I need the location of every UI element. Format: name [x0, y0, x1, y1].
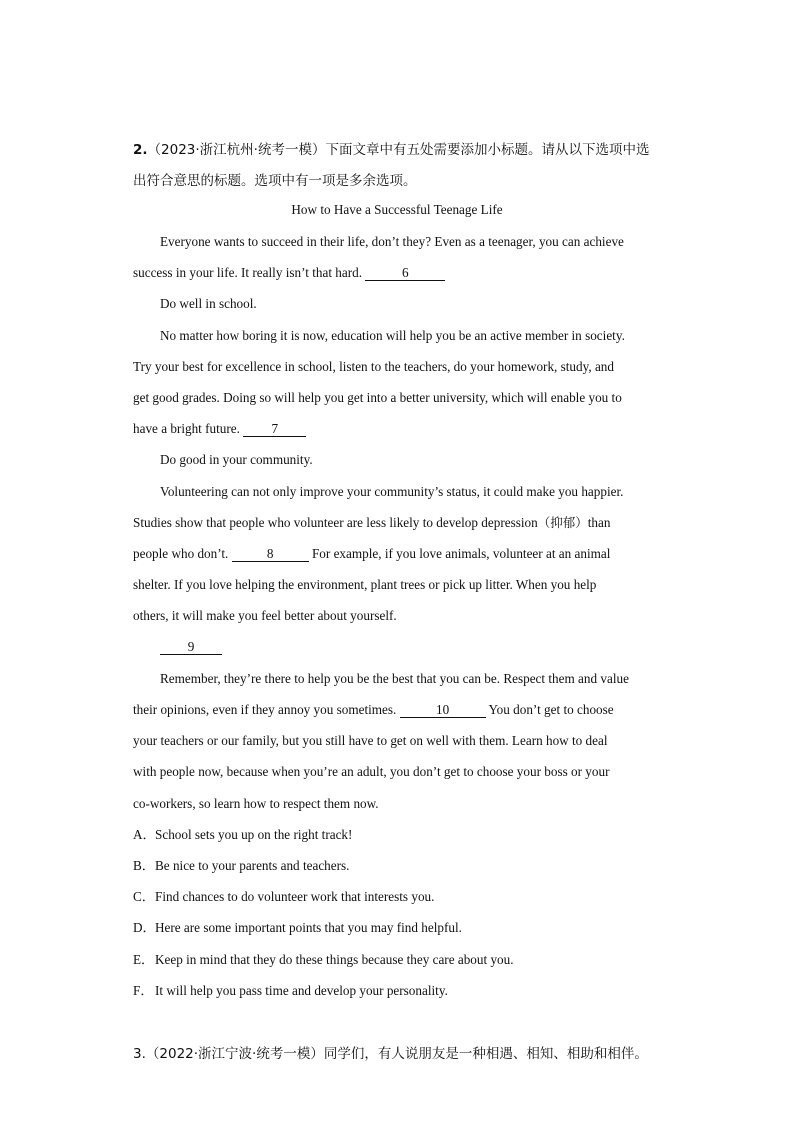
option-letter: D． [133, 920, 156, 935]
paragraph-4-text-b: You don’t get to choose [488, 702, 614, 717]
option-letter: A． [133, 827, 156, 842]
paragraph-3-text-b: than [587, 515, 611, 530]
question-3 [133, 1045, 648, 1063]
paragraph-3-line-4: shelter. If you love helping the environment, plant trees or pick up litter. When you help [133, 577, 597, 592]
option-text: Here are some important points that you may find helpful. [155, 920, 462, 935]
question-2-instruction-2: 出符合意思的标题。选项中有一项是多余选项。 [133, 173, 417, 189]
paragraph-3-text-d: For example, if you love animals, volunteer at an animal [311, 546, 611, 561]
paragraph-4-text-a: their opinions, even if they annoy you sometimes. [133, 702, 397, 717]
option-f [133, 982, 448, 1000]
option-a [133, 826, 352, 844]
option-letter: F． [133, 983, 154, 998]
paragraph-3-line-1: Volunteering can not only improve your community’s status, it could make you happier. [160, 484, 624, 499]
blank-10: 10 [400, 702, 486, 718]
paragraph-1-line-1: Everyone wants to succeed in their life, don’t they? Even as a teenager, you can achieve [160, 234, 624, 249]
option-text: Find chances to do volunteer work that interests you. [155, 889, 435, 904]
option-b [133, 857, 349, 875]
paragraph-2-line-4 [133, 420, 306, 438]
blank-9: 9 [160, 639, 222, 655]
question-2-number: 2. [133, 142, 148, 158]
option-text: Be nice to your parents and teachers. [155, 858, 350, 873]
question-2-line-1 [133, 141, 649, 159]
paragraph-2-text: have a bright future. [133, 421, 240, 436]
blank-6: 6 [365, 265, 445, 281]
question-3-number: 3. [133, 1046, 146, 1062]
question-2-instruction-1: 下面文章中有五处需要添加小标题。请从以下选项中选 [325, 142, 650, 158]
paragraph-3-line-5: others, it will make you feel better about yourself. [133, 608, 397, 623]
paragraph-4-line-1: Remember, they’re there to help you be the best that you can be. Respect them and value [160, 671, 629, 686]
option-c [133, 888, 434, 906]
paragraph-4-line-3: your teachers or our family, but you still have to get on well with them. Learn how to deal [133, 733, 608, 748]
option-d [133, 919, 462, 937]
paragraph-4-line-2 [133, 701, 614, 719]
paragraph-3-text-c: people who don’t. [133, 546, 229, 561]
paragraph-1-line-2 [133, 264, 445, 282]
option-text: It will help you pass time and develop your personality. [155, 983, 448, 998]
question-3-text: 同学们，有人说朋友是一种相遇、相知、相助和相伴。 [323, 1046, 648, 1062]
chinese-gloss: （抑郁） [537, 515, 588, 530]
paragraph-3-line-3 [133, 545, 610, 563]
heading-do-good-in-community: Do good in your community. [160, 452, 313, 467]
option-e [133, 951, 514, 969]
paragraph-2-line-1: No matter how boring it is now, education will help you be an active member in society. [160, 328, 625, 343]
paragraph-2-line-2: Try your best for excellence in school, listen to the teachers, do your homework, study, and [133, 359, 614, 374]
option-letter: B． [133, 858, 155, 873]
option-text: Keep in mind that they do these things because they care about you. [155, 952, 514, 967]
option-letter: C． [133, 889, 155, 904]
question-3-source: （2022·浙江宁波·统考一模） [145, 1046, 324, 1062]
option-letter: E． [133, 952, 155, 967]
blank-7: 7 [243, 421, 306, 437]
heading-do-well-in-school: Do well in school. [160, 296, 257, 311]
paragraph-3-line-2 [133, 514, 610, 532]
option-text: School sets you up on the right track! [155, 827, 353, 842]
heading-blank-9-line [160, 638, 222, 656]
paragraph-2-line-3: get good grades. Doing so will help you get into a better university, which will enable you to [133, 390, 622, 405]
paragraph-3-text-a: Studies show that people who volunteer are less likely to develop depression [133, 515, 538, 530]
blank-8: 8 [232, 546, 309, 562]
article-title: How to Have a Successful Teenage Life [291, 202, 503, 217]
paragraph-1-text: success in your life. It really isn’t that hard. [133, 265, 363, 280]
paragraph-4-line-5: co-workers, so learn how to respect them now. [133, 796, 379, 811]
question-2-source: （2023·浙江杭州·统考一模） [147, 142, 326, 158]
paragraph-4-line-4: with people now, because when you’re an adult, you don’t get to choose your boss or your [133, 764, 610, 779]
